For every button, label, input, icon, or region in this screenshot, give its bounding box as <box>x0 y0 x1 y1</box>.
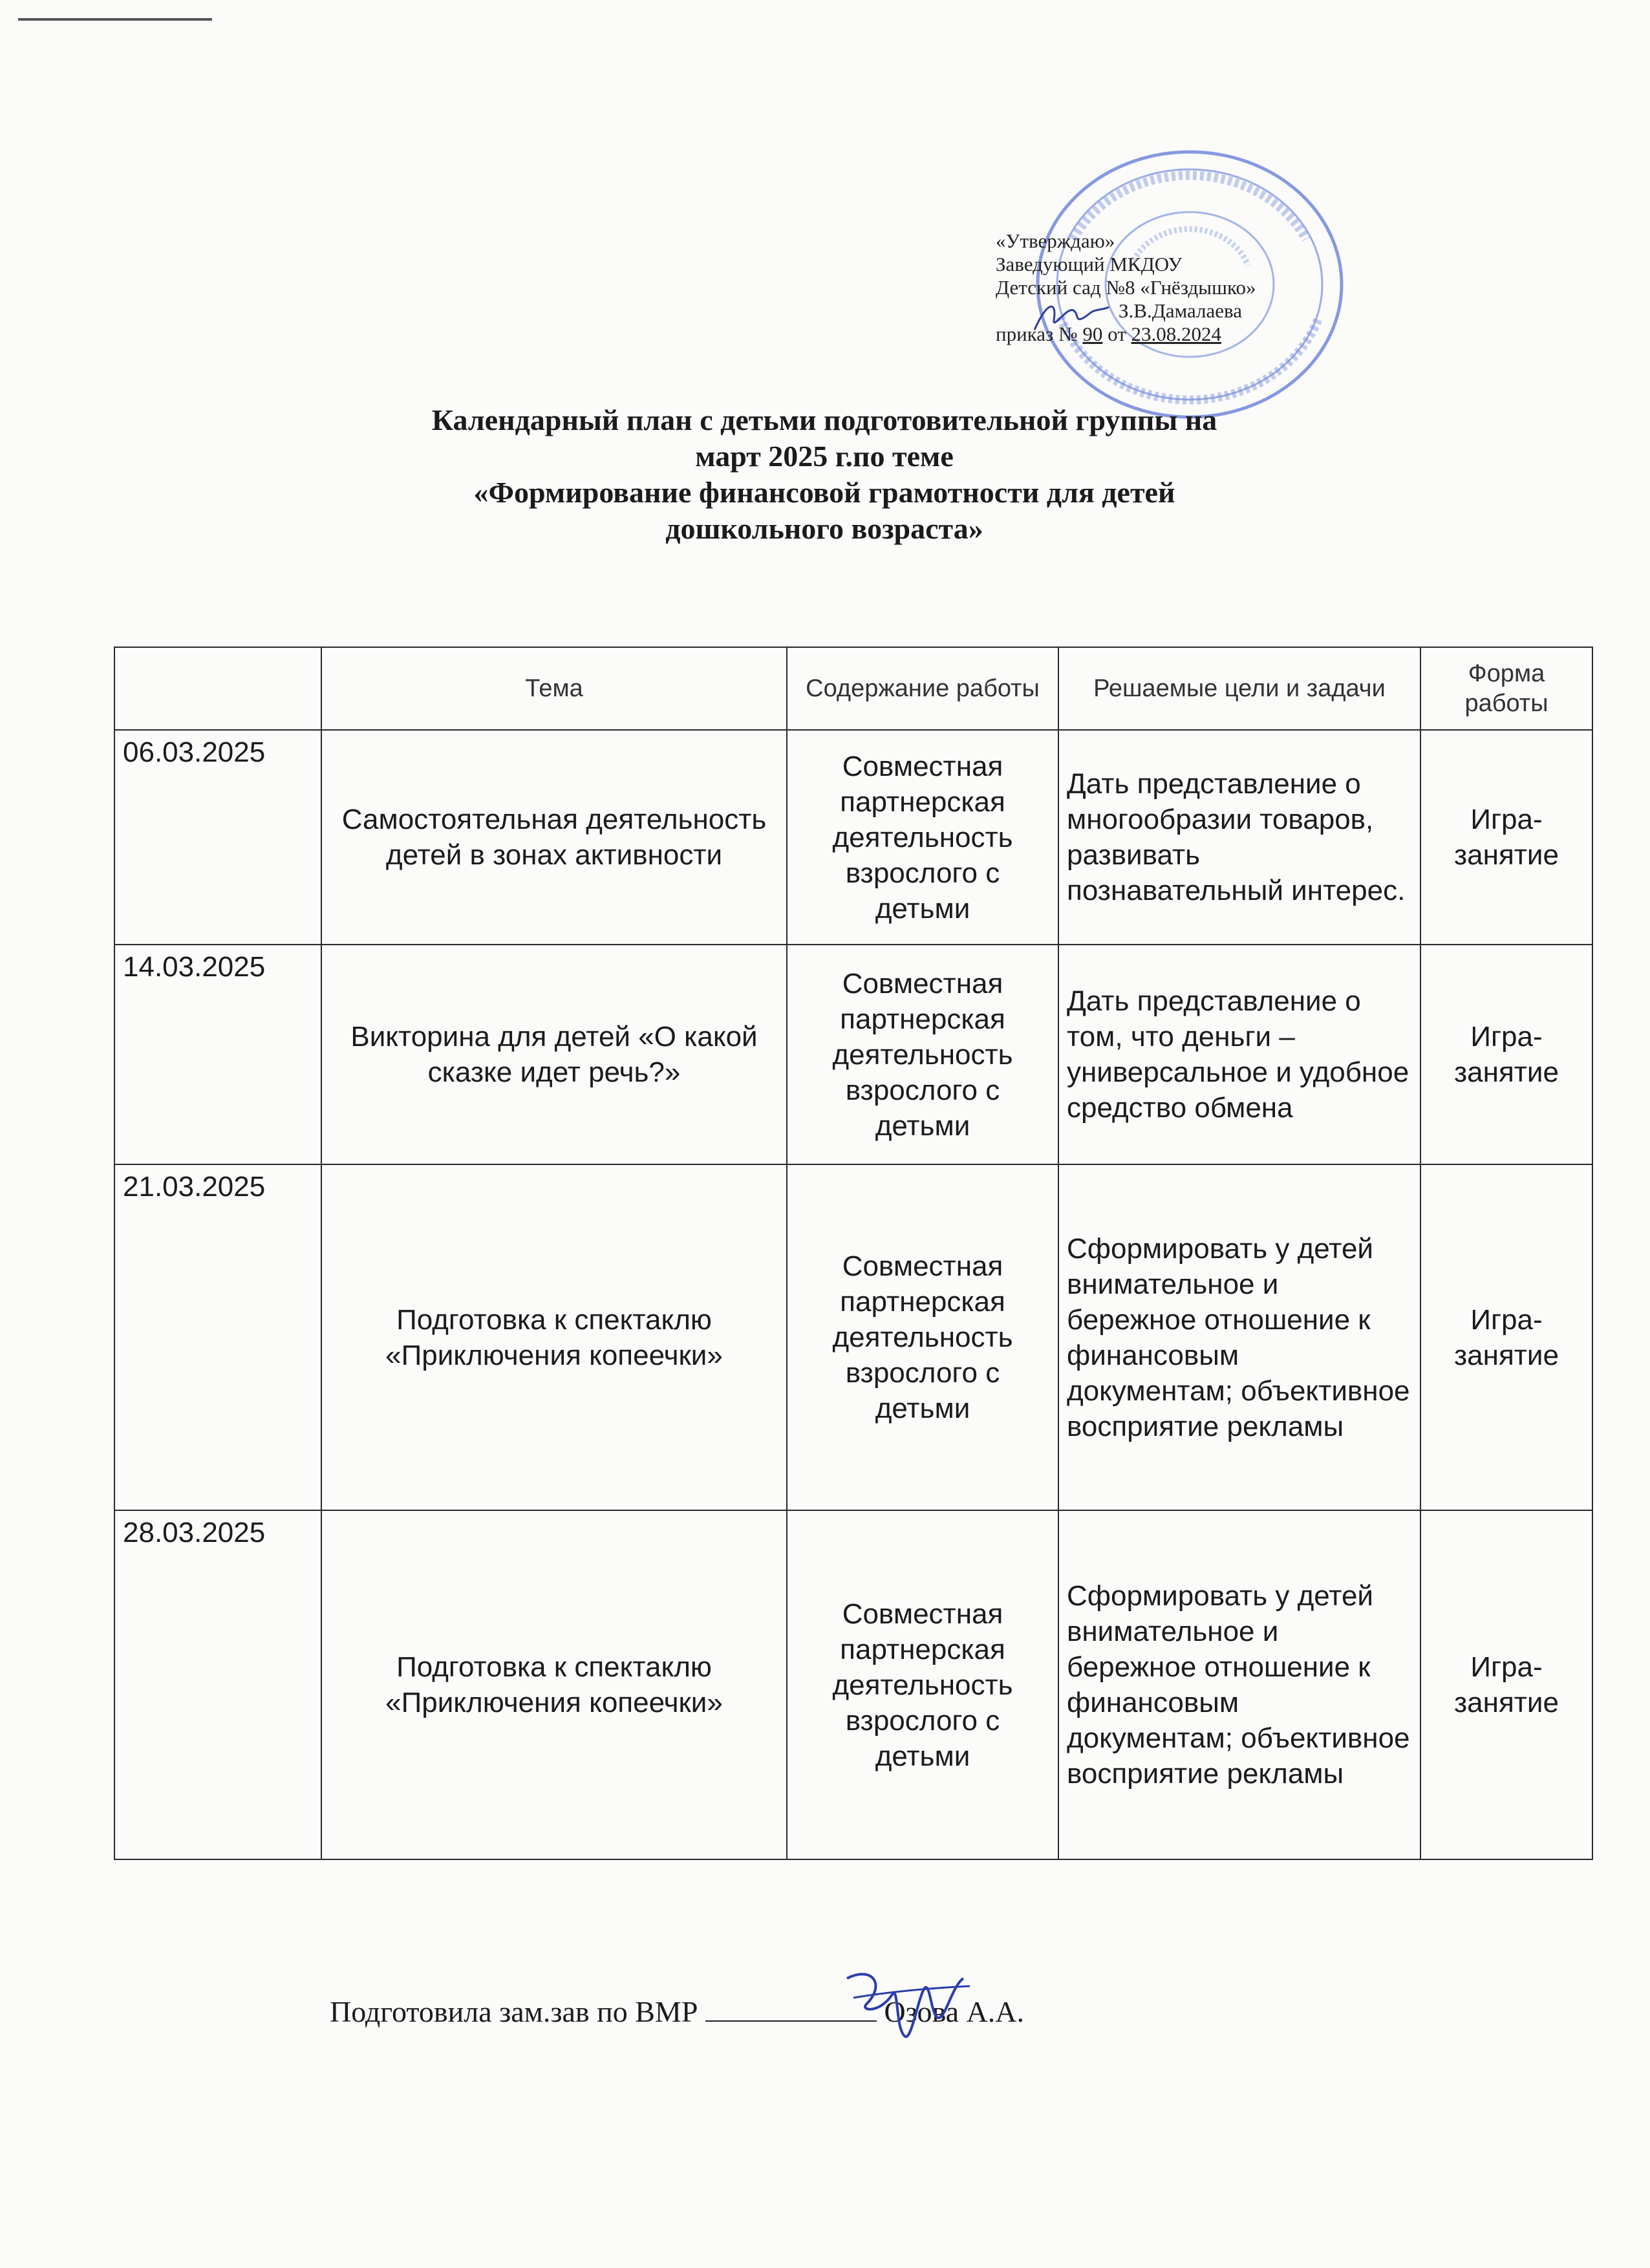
handwritten-signature-icon <box>834 1959 976 2049</box>
header-goals: Решаемые цели и задачи <box>1058 647 1420 730</box>
row-form: Игра-занятие <box>1420 1510 1592 1859</box>
row-topic: Подготовка к спектаклю «Приключения копеечки» <box>321 1164 787 1510</box>
approval-line-2: Заведующий МКДОУ <box>996 253 1183 275</box>
row-form: Игра-занятие <box>1420 945 1592 1164</box>
table-row <box>114 1164 1592 1510</box>
row-date: 06.03.2025 <box>114 730 321 945</box>
table-row <box>114 1510 1592 1859</box>
approval-line-1: «Утверждаю» <box>996 230 1115 252</box>
order-date: 23.08.2024 <box>1131 323 1221 345</box>
prepared-by-name: Озова А.А. <box>876 1995 1025 2028</box>
row-topic: Викторина для детей «О какой сказке идет речь?» <box>321 945 787 1164</box>
header-date <box>114 647 321 730</box>
table-header-row <box>114 647 1592 730</box>
approval-order: приказ № 90 от 23.08.2024 <box>996 323 1221 345</box>
row-date: 28.03.2025 <box>114 1510 321 1859</box>
table-row <box>114 730 1592 945</box>
row-goals: Дать представление о том, что деньги – универсальное и удобное средство обмена <box>1058 945 1420 1164</box>
approval-line-3: Детский сад №8 «Гнёздышко» <box>996 276 1256 299</box>
prepared-by-label: Подготовила зам.зав по ВМР <box>330 1995 705 2028</box>
row-content: Совместная партнерская деятельность взрослого с детьми <box>787 1164 1058 1510</box>
row-content: Совместная партнерская деятельность взрослого с детьми <box>787 1510 1058 1859</box>
row-date: 21.03.2025 <box>114 1164 321 1510</box>
row-topic: Самостоятельная деятельность детей в зонах активности <box>321 730 787 945</box>
title-line-1: Календарный план с детьми подготовительной группы на <box>431 403 1217 436</box>
row-goals: Дать представление о многообразии товаров, развивать познавательный интерес. <box>1058 730 1420 945</box>
approval-signer-name: З.В.Дамалаева <box>1119 299 1243 322</box>
order-number: 90 <box>1082 323 1103 345</box>
scan-edge-mark <box>18 18 212 21</box>
row-topic: Подготовка к спектаклю «Приключения копеечки» <box>321 1510 787 1859</box>
table-row <box>114 945 1592 1164</box>
title-line-2: март 2025 г.по теме <box>695 440 954 473</box>
header-topic: Тема <box>321 647 787 730</box>
row-goals: Сформировать у детей внимательное и бережное отношение к финансовым документам; объективное восприятие рекламы <box>1058 1510 1420 1859</box>
row-goals: Сформировать у детей внимательное и бережное отношение к финансовым документам; объективное восприятие рекламы <box>1058 1164 1420 1510</box>
row-form: Игра-занятие <box>1420 1164 1592 1510</box>
header-content: Содержание работы <box>787 647 1058 730</box>
document-title <box>362 402 1287 547</box>
row-form: Игра-занятие <box>1420 730 1592 945</box>
header-form: Форма работы <box>1420 647 1592 730</box>
approval-signature-icon <box>1028 294 1112 339</box>
plan-table <box>114 647 1593 1860</box>
title-line-3: «Формирование финансовой грамотности для детей <box>473 476 1175 509</box>
row-content: Совместная партнерская деятельность взрослого с детьми <box>787 730 1058 945</box>
row-date: 14.03.2025 <box>114 945 321 1164</box>
title-line-4: дошкольного возраста» <box>665 512 983 545</box>
row-content: Совместная партнерская деятельность взрослого с детьми <box>787 945 1058 1164</box>
